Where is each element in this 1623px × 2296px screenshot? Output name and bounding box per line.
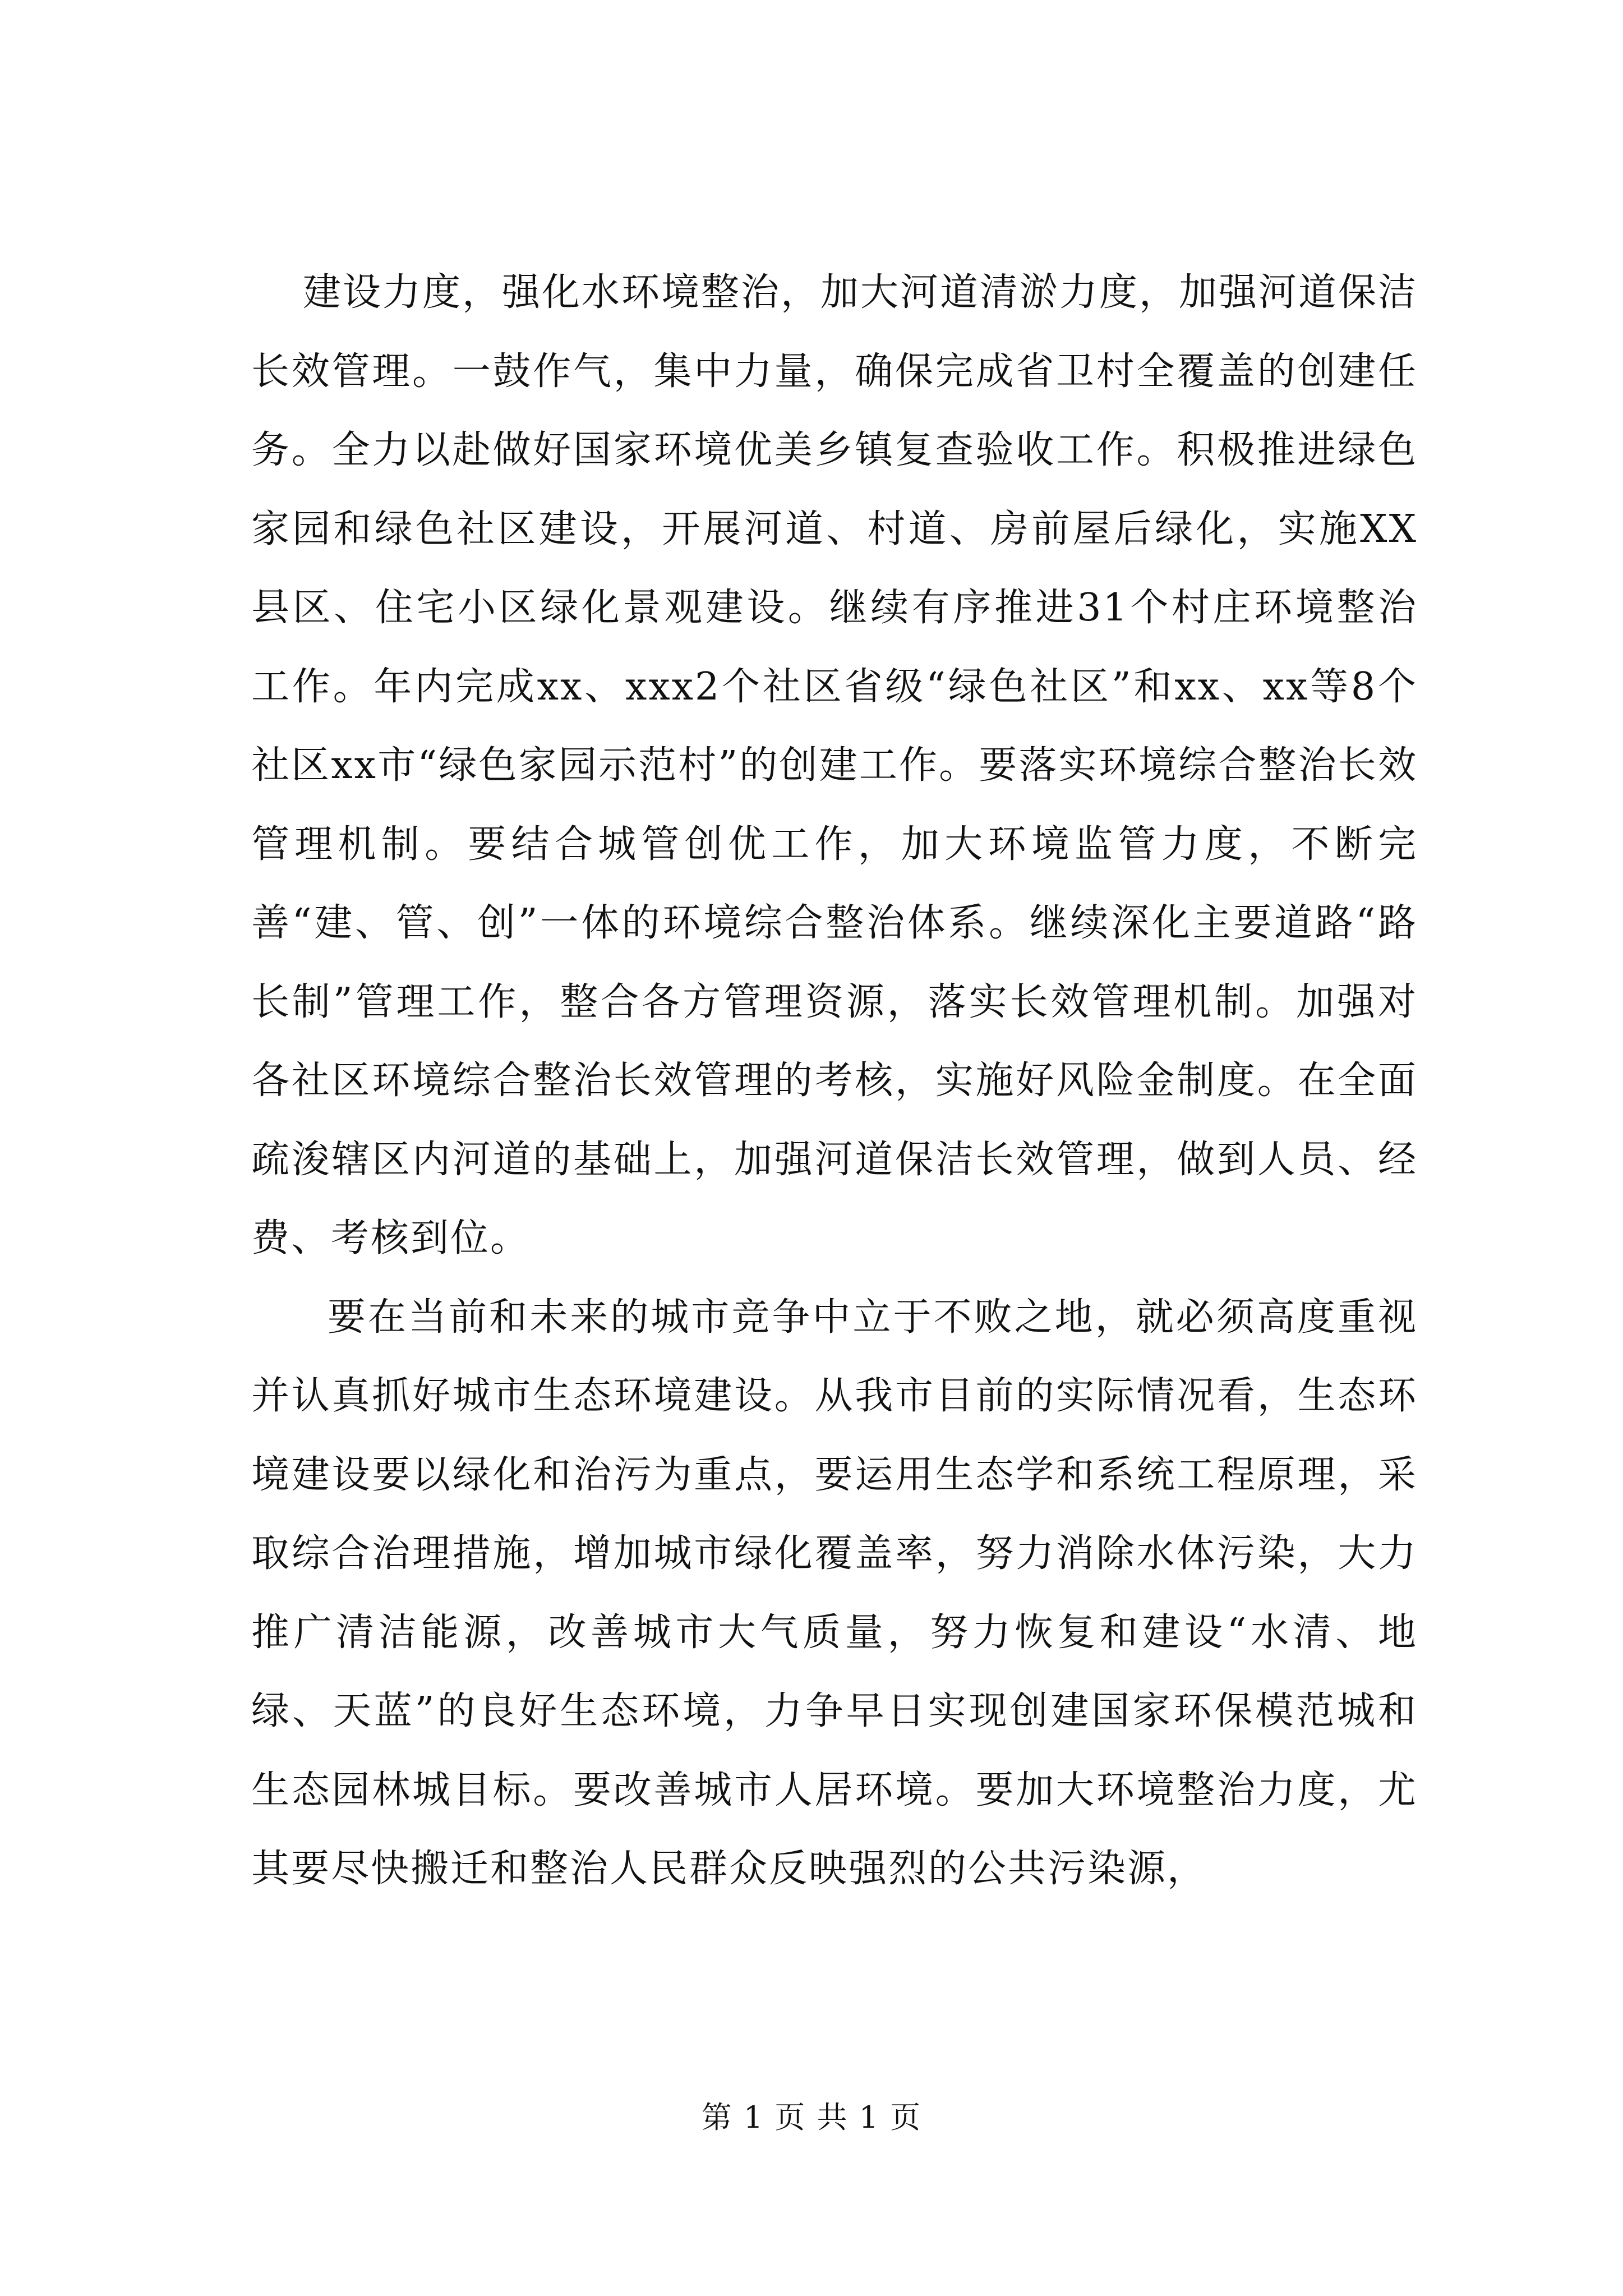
paragraph-1: 建设力度，强化水环境整治，加大河道清淤力度，加强河道保洁长效管理。一鼓作气，集中力量，确保完成省卫村全覆盖的创建任务。全力以赴做好国家环境优美乡镇复查验收工作。积极推进绿色家园和绿色社区建设，开展河道、村道、房前屋后绿化，实施XX县区、住宅小区绿化景观建设。继续有序推进31个村庄环境整治工作。年内完成xx、xxx2个社区省级“绿色社区”和xx、xx等8个社区xx市“绿色家园示范村”的创建工作。要落实环境综合整治长效管理机制。要结合城管创优工作，加大环境监管力度，不断完善“建、管、创”一体的环境综合整治体系。继续深化主要道路“路长制”管理工作，整合各方管理资源，落实长效管理机制。加强对各社区环境综合整治长效管理的考核，实施好风险金制度。在全面疏浚辖区内河道的基础上，加强河道保洁长效管理，做到人员、经费、考核到位。	[251, 270, 1418, 1260]
page-footer: 第 1 页 共 1 页	[701, 2100, 922, 2135]
paragraph-2: 要在当前和未来的城市竞争中立于不败之地，就必须高度重视并认真抓好城市生态环境建设。从我市目前的实际情况看，生态环境建设要以绿化和治污为重点，要运用生态学和系统工程原理，采取综合治理措施，增加城市绿化覆盖率，努力消除水体污染，大力推广清洁能源，改善城市大气质量，努力恢复和建设“水清、地绿、天蓝”的良好生态环境，力争早日实现创建国家环保模范城和生态园林城目标。要改善城市人居环境。要加大环境整治力度，尤其要尽快搬迁和整治人民群众反映强烈的公共污染源，	[251, 1295, 1418, 1891]
document-body	[251, 254, 1418, 1909]
